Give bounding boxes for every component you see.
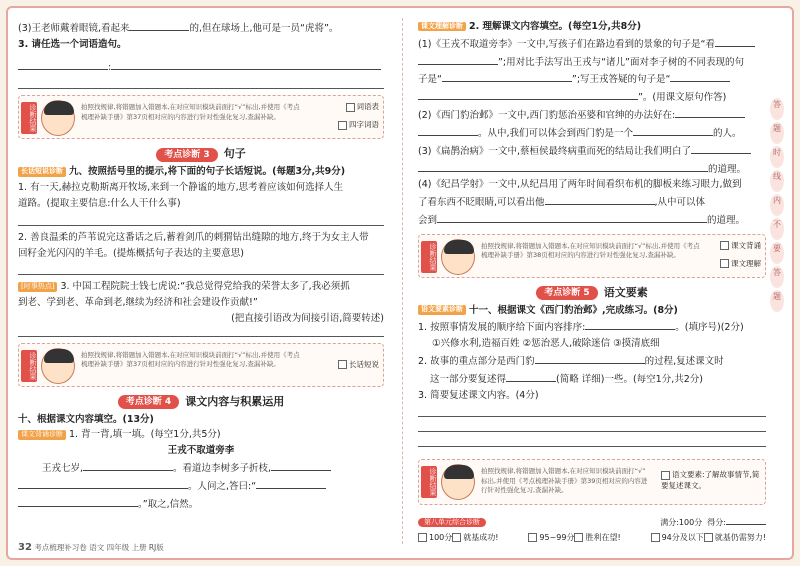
question-heading: 课文理解诊断 2. 理解课文内容填空。(每空1分,共8分) <box>418 21 766 34</box>
question-text: 这一部分要复述得 (简略 详细)一些。(每空1分,共2分) <box>430 373 703 385</box>
checkbox-option[interactable]: 语文要素:了解故事情节,简要复述课文。 <box>661 470 760 490</box>
diagnosis-instructions: 拍照找规律,将错题加入错题本,在对应知识模块前面打“√” 标出,并使用《考点梳理补缺手册》第39页相对应的内容进 行针对性强化复习,查漏补缺。 <box>481 467 648 494</box>
question-text: 会到 的道理。 <box>418 214 746 226</box>
teacher-avatar <box>441 239 475 275</box>
question-heading: 十、根据课文内容填空。(13分) <box>18 413 154 425</box>
side-glyph: 要 <box>770 242 784 264</box>
checkbox-option[interactable]: 课文背诵 <box>720 241 761 251</box>
question-text: 的道理。 <box>418 162 766 177</box>
side-glyph: 不 <box>770 218 784 240</box>
poem-line: 王戎七岁, 。看道边李树多子折枝, <box>18 461 384 476</box>
section-title: 语文要素 <box>603 285 648 299</box>
side-decoration <box>770 98 784 314</box>
section-banner <box>18 395 384 410</box>
unit-score-header: 第八单元综合诊断 满分:100分 得分: <box>418 515 766 529</box>
question-heading: 长话短说诊断 九、按照括号里的提示,将下面的句子长话短说。(每题3分,共9分) <box>18 166 384 179</box>
section-pill: 考点诊断 5 <box>536 286 597 300</box>
diagnosis-instructions: 拍照找规律,将错题加入错题本,在对应知识模块前面打“√”标出,并使用《考点 梳理补缺手册》第38页相对应的内容进行针对性强化复习,查漏补缺。 <box>481 241 700 259</box>
question-text: (3)《扁鹊治病》一文中,蔡桓侯最终病重而死的结局让我们明白了 <box>418 144 766 159</box>
poem-title: 王戎不取道旁李 <box>167 445 235 457</box>
question-text: 。从中,我们可以体会到西门豹是一个 的人。 <box>418 126 766 141</box>
score-rating <box>418 533 766 544</box>
question-text: ”;用对比手法写出王戎与“诸儿”面对李子树的不同表现的句 <box>418 55 766 70</box>
diagnosis-box <box>18 95 384 139</box>
question-text: 到老、学到老、革命到老,继续为经济和社会建设作贡献!” <box>18 297 258 309</box>
question-hint: (把直接引语改为间接引语,简要转述) <box>231 312 384 324</box>
poem-line: 。人问之,答曰:“ <box>18 479 384 494</box>
section-pill: 考点诊断 3 <box>156 148 217 162</box>
question-text: (1)《王戎不取道旁李》一文中,写孩子们在路边看到的景象的句子是“看 <box>418 37 766 52</box>
answer-line[interactable] <box>418 431 766 432</box>
question-text: [时事热点] 3. 中国工程院院士钱七虎说:“我总觉得党给我的荣誉太多了,我必须抓 <box>18 281 384 294</box>
teacher-avatar <box>41 100 75 136</box>
diagnosis-label: 诊断结果 <box>21 102 37 134</box>
question-text: 回籽金光闪闪的羊毛。(提炼概括句子表达的主要意思) <box>18 247 244 259</box>
section-title: 句子 <box>223 147 246 161</box>
rating-option[interactable]: 94分及以下 就基仍需努力! <box>651 533 766 544</box>
answer-line[interactable] <box>418 446 766 447</box>
right-page <box>418 18 766 543</box>
question-text: 3. 简要复述课文内容。(4分) <box>418 389 539 401</box>
question-text: 了看东西不眨眼睛,可以看出他 ,从中可以体 <box>418 197 706 209</box>
question-text: 2. 故事的重点部分是西门豹 的过程,复述课文时 <box>418 356 724 368</box>
diagnosis-box: 诊断结果 拍照找规律,将错题加入错题本,在对应知识模块前面打“√”标出,并使用《考点 梳理补缺手册》第38页相对应的内容进行针对性强化复习,查漏补缺。 课文背诵 课文理解 <box>418 234 766 278</box>
diagnosis-label: 诊断结果 <box>21 350 37 382</box>
answer-line[interactable] <box>18 225 384 226</box>
question-line: (3)王老师戴着眼镜,看起来 的,但在球场上,他可是一员“虎将”。 <box>18 23 339 34</box>
checkbox-option[interactable]: 课文理解 <box>720 259 761 269</box>
section-title: 课文内容与积累运用 <box>185 394 285 408</box>
workbook-spread <box>6 6 794 560</box>
answer-line[interactable] <box>18 336 384 337</box>
teacher-avatar <box>441 464 475 500</box>
teacher-avatar <box>41 348 75 384</box>
option-list: ①兴修水利,造福百姓 ②惩治恶人,破除迷信 ③摸清底细 <box>432 338 660 350</box>
left-page <box>18 18 384 534</box>
question-text: (2)《西门豹治邺》一文中,西门豹惩治巫婆和官绅的办法好在: <box>418 108 766 123</box>
question-heading: 3. 请任选一个词语造句。 <box>18 38 127 50</box>
side-glyph: 题 <box>770 122 784 144</box>
answer-line[interactable]: : <box>18 60 384 75</box>
question-text: 课文背诵诊断 1. 背一背,填一填。(每空1分,共5分) <box>18 429 384 442</box>
side-glyph: 线 <box>770 170 784 192</box>
answer-line[interactable] <box>418 416 766 417</box>
side-glyph: 题 <box>770 290 784 312</box>
side-glyph: 时 <box>770 146 784 168</box>
question-text: (4)《纪昌学射》一文中,从纪昌用了两年时间看织布机的脚板来练习眼力,做到 <box>418 179 742 191</box>
section-banner <box>18 147 384 162</box>
question-text: 1. 有一天,赫拉克勒斯离开牧场,来到一个静谧的地方,思考着应该如何选择人生 <box>18 182 344 194</box>
question-text: 子是“ ”;写王戎答疑的句子是“ <box>418 72 766 87</box>
unit-pill: 第八单元综合诊断 <box>418 518 486 527</box>
question-text: 道路。(提取主要信息:什么人干什么事) <box>18 197 181 209</box>
poem-line: 。”取之,信然。 <box>18 497 384 512</box>
section-banner <box>418 286 766 301</box>
rating-option[interactable]: 95~99分 胜利在望! <box>528 533 620 544</box>
checkbox-option[interactable]: 长话短说 <box>338 360 379 370</box>
side-glyph: 答 <box>770 98 784 120</box>
score-field[interactable] <box>726 515 766 525</box>
diagnosis-box: 诊断结果 拍照找规律,将错题加入错题本,在对应知识模块前面打“√” 标出,并使用《考点梳理补缺手册》第39页相对应的内容进 行针对性强化复习,查漏补缺。 语文要素:了解故事情节,简要复述课文。 <box>418 459 766 505</box>
question-text: 1. 按照事情发展的顺序给下面内容排序: 。(填序号)(2分) <box>418 322 744 334</box>
diagnosis-instructions: 拍照找规律,将错题加入错题本,在对应知识模块前面打“√”标出,并使用《考点 梳理补缺手册》第37页相对应的内容进行针对性强化复习,查漏补缺。 <box>81 350 300 368</box>
diagnosis-instructions: 拍照找规律,将错题加入错题本,在对应知识模块前面打“√”标出,并使用《考点 梳理补缺手册》第37页相对应的内容进行针对性强化复习,查漏补缺。 <box>81 103 300 121</box>
answer-line[interactable] <box>18 88 384 89</box>
section-pill: 考点诊断 4 <box>118 395 179 409</box>
rating-option[interactable]: 100分 就基成功! <box>418 533 499 544</box>
answer-blank[interactable] <box>129 21 189 31</box>
side-glyph: 答 <box>770 266 784 288</box>
question-text: ”。(用课文原句作答) <box>418 90 766 105</box>
question-text: 2. 善良温柔的芦苇说完这番话之后,蓄着剑爪的刺猬钻出缝隙的地方,终于为女主人带 <box>18 231 369 243</box>
checkbox-option[interactable]: 词语表 <box>346 102 380 112</box>
page-divider <box>402 18 403 544</box>
diagnosis-box <box>18 343 384 387</box>
page-footer-left: 32 考点梳理补习卷 语文 四年级 上册 RJ版 <box>18 541 164 553</box>
checkbox-option[interactable]: 四字词语 <box>338 120 379 130</box>
question-heading: 语文要素诊断 十一、根据课文《西门豹治邺》,完成练习。(8分) <box>418 305 766 318</box>
answer-line[interactable] <box>18 274 384 275</box>
side-glyph: 内 <box>770 194 784 216</box>
